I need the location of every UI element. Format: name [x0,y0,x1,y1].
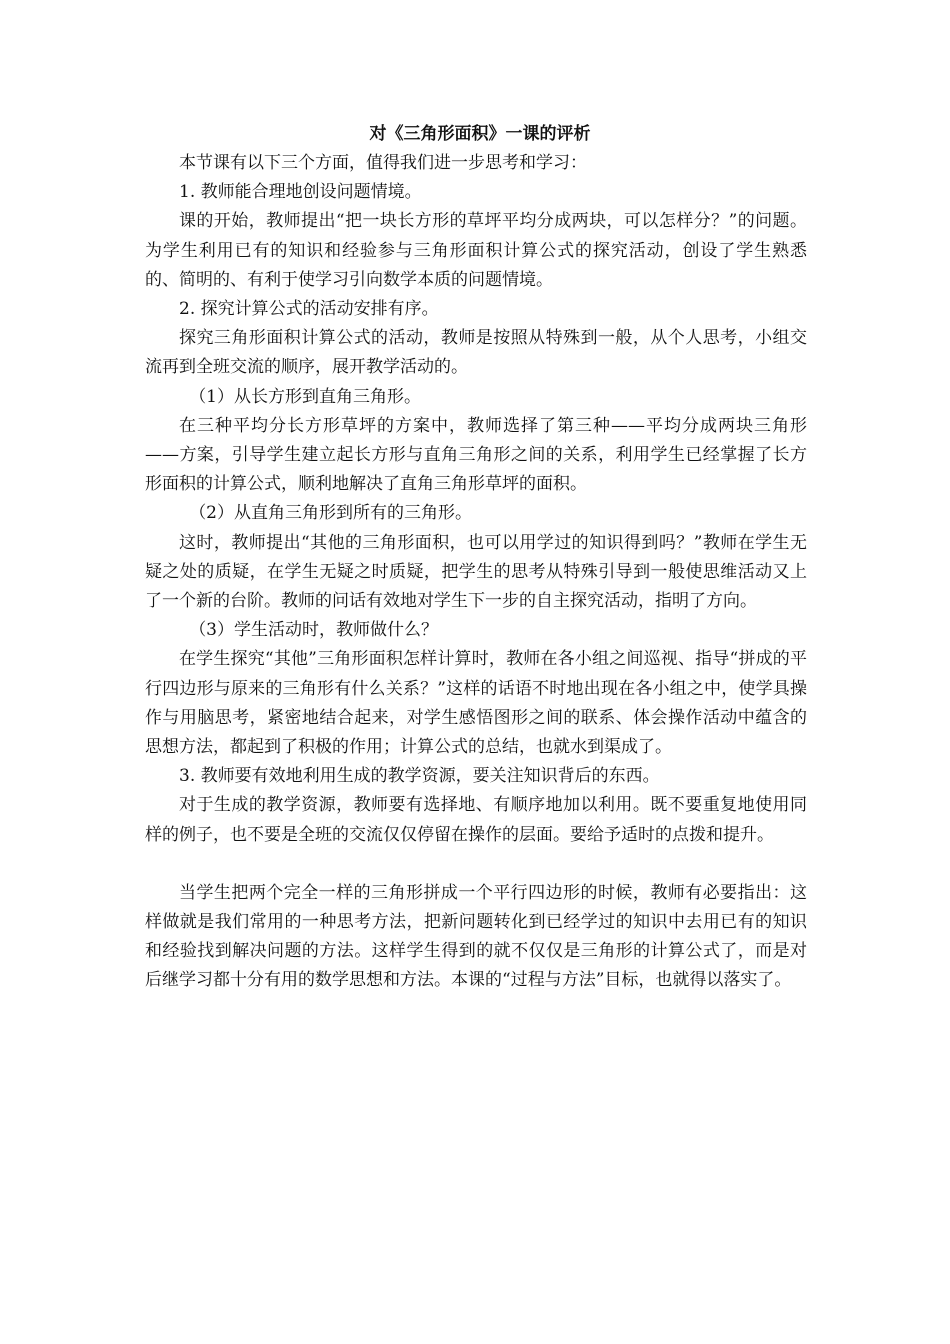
subheading-1: （1）从长方形到直角三角形。 [189,386,422,407]
body-paragraph: 当学生把两个完全一样的三角形拼成一个平行四边形的时候，教师有必要指出：这样做就是我们常用的一种思考方法，把新问题转化到已经学过的知识中去用已有的知识和经验找到解决问题的方法。这样学生得到的就不仅仅是三角形的计算公式了，而是对后继学习都十分有用的数学思想和方法。本课的“过程与方法”目标，也就得以落实了。 [145,882,807,991]
intro-paragraph: 本节课有以下三个方面，值得我们进一步思考和学习： [179,153,587,173]
document-title: 对《三角形面积》一课的评析 [369,124,591,144]
body-paragraph: 在三种平均分长方形草坪的方案中，教师选择了第三种——平均分成两块三角形——方案，引导学生建立起长方形与直角三角形之间的关系，利用学生已经掌握了长方形面积的计算公式，顺利地解决了直角三角形草坪的面积。 [145,415,807,495]
body-paragraph: 在学生探究“其他”三角形面积怎样计算时，教师在各小组之间巡视、指导“拼成的平行四边形与原来的三角形有什么关系？”这样的话语不时地出现在各小组之中，使学具操作与用脑思考，紧密地结合起来，对学生感悟图形之间的联系、体会操作活动中蕴含的思想方法，都起到了积极的作用；计算公式的总结，也就水到渠成了。 [145,649,807,758]
section-heading-3: 3. 教师要有效地利用生成的教学资源，要关注知识背后的东西。 [179,766,660,787]
body-paragraph: 课的开始，教师提出“把一块长方形的草坪平均分成两块，可以怎样分？”的问题。为学生利用已有的知识和经验参与三角形面积计算公式的探究活动，创设了学生熟悉的、简明的、有利于使学习引向数学本质的问题情境。 [145,211,807,290]
document-page [145,120,807,996]
section-heading-1: 1. 教师能合理地创设问题情境。 [179,182,422,203]
section-heading-2: 2. 探究计算公式的活动安排有序。 [179,299,439,320]
subheading-2: （2）从直角三角形到所有的三角形。 [189,503,473,524]
subheading-3: （3）学生活动时，教师做什么？ [189,620,439,641]
body-paragraph: 对于生成的教学资源，教师要有选择地、有顺序地加以利用。既不要重复地使用同样的例子，也不要是全班的交流仅仅停留在操作的层面。要给予适时的点拨和提升。 [145,795,807,845]
body-paragraph: 这时，教师提出“其他的三角形面积，也可以用学过的知识得到吗？”教师在学生无疑之处的质疑，在学生无疑之时质疑，把学生的思考从特殊引导到一般使思维活动又上了一个新的台阶。教师的问话有效地对学生下一步的自主探究活动，指明了方向。 [145,532,807,612]
paragraph-gap [145,850,807,879]
body-paragraph: 探究三角形面积计算公式的活动，教师是按照从特殊到一般，从个人思考，小组交流再到全班交流的顺序，展开教学活动的。 [145,328,807,378]
